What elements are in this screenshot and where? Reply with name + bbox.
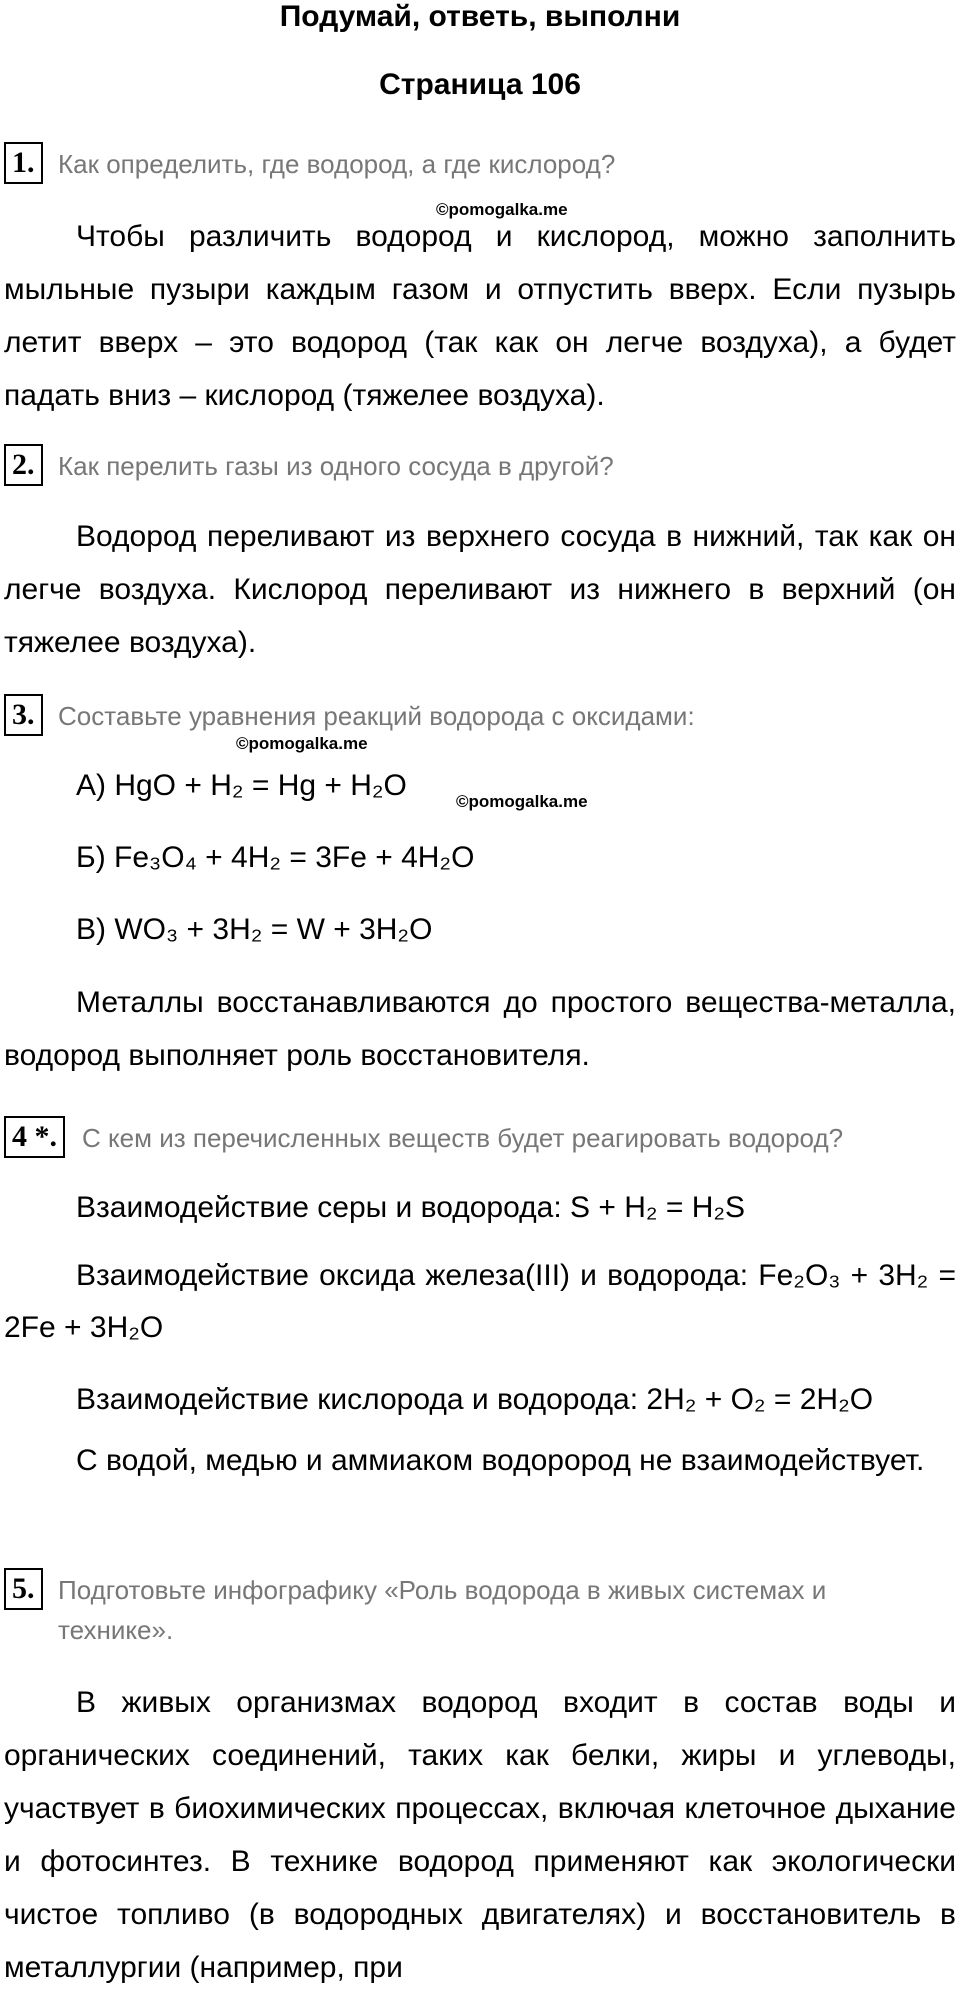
task-number-3: 3. (4, 694, 43, 736)
task-answer-5: В живых организмах водород входит в состав воды и органических соединений, таких как белки, жиры и углеводы, участвует в биохимических процессах, включая клеточное дыхание и фотосинтез. В технике водород применяют как экологически чистое топливо (в водородных двигателях) и восстановитель в металлургии (например, при (4, 1686, 956, 1984)
task-number-1: 1. (4, 142, 43, 184)
task-question-1: Как определить, где водород, а где кислород? (58, 149, 616, 179)
equation-c: В) WO₃ + 3H₂ = W + 3H₂O (76, 913, 433, 946)
task-answer-2: Водород переливают из верхнего сосуда в нижний, так как он легче воздуха. Кислород переливают из нижнего в верхний (он тяжелее воздуха). (4, 520, 956, 659)
task-number-5: 5. (4, 1568, 43, 1610)
reaction-oxygen: Взаимодействие кислорода и водорода: 2H₂ + O₂ = 2H₂O (76, 1383, 874, 1416)
task-number-4: 4 *. (4, 1116, 65, 1158)
task-question-5: Подготовьте инфографику «Роль водорода в живых системах и технике». (58, 1575, 827, 1645)
page-number-heading: Страница 106 (379, 68, 581, 101)
task-conclusion-3: Металлы восстанавливаются до простого вещества-металла, водород выполняет роль восстановителя. (4, 986, 956, 1072)
watermark: ©pomogalka.me (456, 792, 588, 811)
watermark: ©pomogalka.me (436, 200, 568, 219)
page-title: Подумай, ответь, выполни (279, 0, 681, 33)
task-question-3: Составьте уравнения реакций водорода с оксидами: (58, 701, 695, 731)
equation-b: Б) Fe₃O₄ + 4H₂ = 3Fe + 4H₂O (76, 841, 475, 874)
watermark: ©pomogalka.me (236, 734, 368, 753)
task-question-2: Как перелить газы из одного сосуда в другой? (58, 451, 614, 481)
task-question-4: С кем из перечисленных веществ будет реагировать водород? (82, 1123, 844, 1153)
reaction-iron-oxide: Взаимодействие оксида железа(III) и водорода: Fe₂O₃ + 3H₂ = 2Fe + 3H₂O (4, 1259, 956, 1344)
task-answer-1: Чтобы различить водород и кислород, можно заполнить мыльные пузыри каждым газом и отпустить вверх. Если пузырь летит вверх – это водород (так как он легче воздуха), а будет падать вниз – кислород (тяжелее воздуха). (4, 220, 956, 412)
equation-a: А) HgO + H₂ = Hg + H₂O (76, 769, 407, 802)
task-note-4: С водой, медью и аммиаком водорород не взаимодействует. (76, 1444, 925, 1477)
task-number-2: 2. (4, 444, 43, 486)
reaction-sulfur: Взаимодействие серы и водорода: S + H₂ = H₂S (76, 1191, 746, 1224)
